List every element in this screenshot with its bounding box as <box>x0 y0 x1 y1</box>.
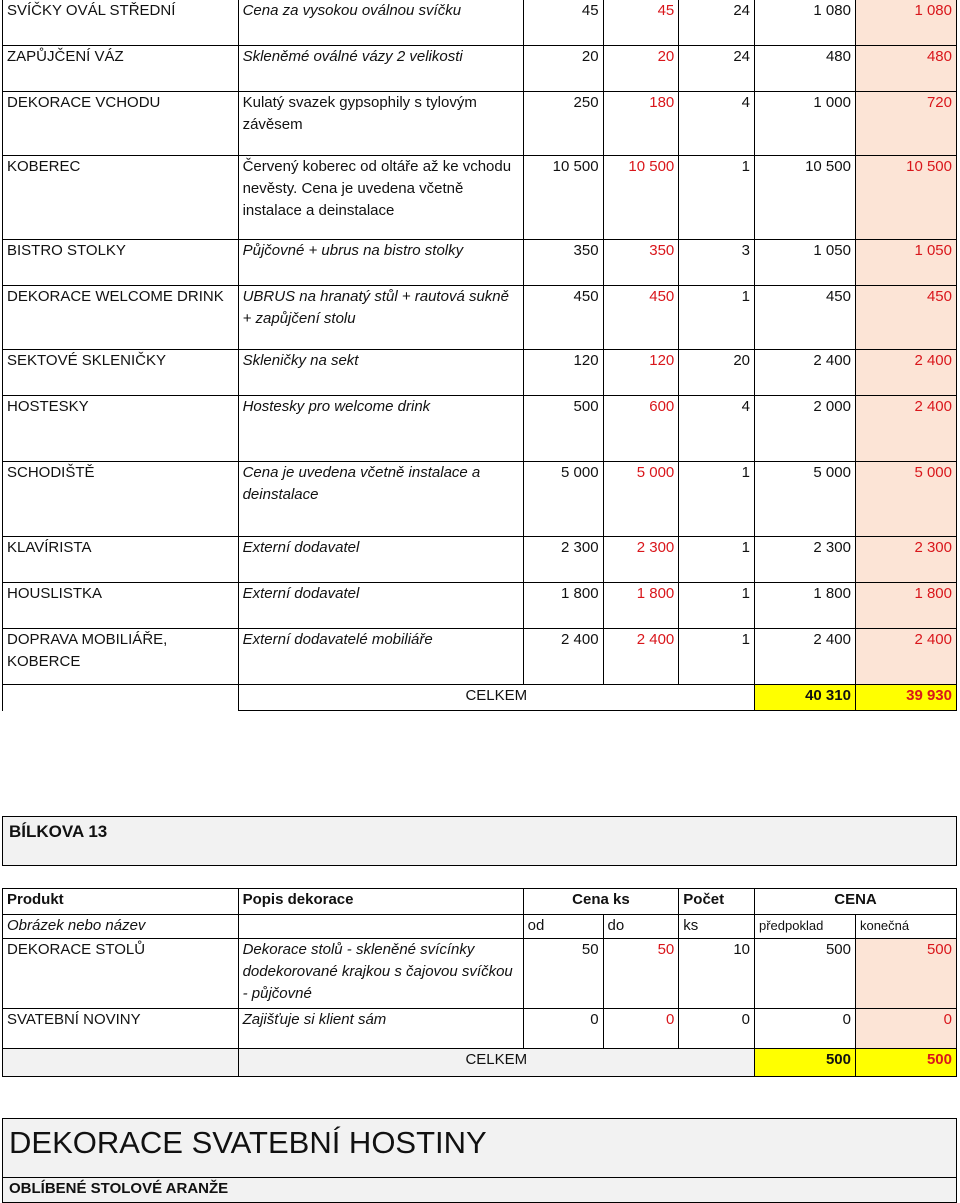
price-to: 180 <box>603 92 679 156</box>
total-estimated: 500 <box>755 1049 856 1077</box>
final-total: 500 <box>855 939 956 1009</box>
col-header-celkem: CENA <box>755 889 957 915</box>
subheader-predpoklad: předpoklad <box>755 915 856 939</box>
estimated-total: 2 400 <box>755 350 856 396</box>
final-total: 480 <box>855 46 956 92</box>
col-header-pocet: Počet <box>679 889 755 915</box>
table-row <box>3 629 957 685</box>
table-row <box>3 939 957 1009</box>
quantity: 1 <box>679 462 755 537</box>
subheader-blank <box>238 915 523 939</box>
estimated-total: 500 <box>755 939 856 1009</box>
product-name: SEKTOVÉ SKLENIČKY <box>3 350 239 396</box>
quantity: 1 <box>679 286 755 350</box>
product-description: UBRUS na hranatý stůl + rautová sukně + zapůjčení stolu <box>238 286 523 350</box>
product-description: Červený koberec od oltáře až ke vchodu nevěsty. Cena je uvedena včetně instalace a deinstalace <box>238 156 523 240</box>
quantity: 3 <box>679 240 755 286</box>
price-to: 50 <box>603 939 679 1009</box>
product-name: HOUSLISTKA <box>3 583 239 629</box>
product-name: DEKORACE WELCOME DRINK <box>3 286 239 350</box>
table-row <box>3 537 957 583</box>
table-header-row <box>3 889 957 915</box>
total-row <box>3 685 957 711</box>
table-row <box>3 286 957 350</box>
total-final: 500 <box>855 1049 956 1077</box>
product-name: SVÍČKY OVÁL STŘEDNÍ <box>3 0 239 46</box>
product-description: Skleničky na sekt <box>238 350 523 396</box>
final-total: 720 <box>855 92 956 156</box>
price-from: 5 000 <box>523 462 603 537</box>
price-from: 50 <box>523 939 603 1009</box>
price-to: 2 300 <box>603 537 679 583</box>
product-description: Hostesky pro welcome drink <box>238 396 523 462</box>
table-row <box>3 350 957 396</box>
price-to: 10 500 <box>603 156 679 240</box>
price-to: 350 <box>603 240 679 286</box>
product-description: Půjčovné + ubrus na bistro stolky <box>238 240 523 286</box>
price-to: 120 <box>603 350 679 396</box>
table-row <box>3 92 957 156</box>
estimated-total: 5 000 <box>755 462 856 537</box>
table-row <box>3 240 957 286</box>
product-name: BISTRO STOLKY <box>3 240 239 286</box>
total-label: CELKEM <box>238 1049 754 1077</box>
venue-title: BÍLKOVA 13 <box>9 822 108 841</box>
product-description: Externí dodavatelé mobiliáře <box>238 629 523 685</box>
price-from: 20 <box>523 46 603 92</box>
subheader-od: od <box>523 915 603 939</box>
quantity: 24 <box>679 0 755 46</box>
price-to: 600 <box>603 396 679 462</box>
product-name: SCHODIŠTĚ <box>3 462 239 537</box>
price-from: 250 <box>523 92 603 156</box>
table-row <box>3 462 957 537</box>
product-name: SVATEBNÍ NOVINY <box>3 1009 239 1049</box>
estimated-total: 480 <box>755 46 856 92</box>
quantity: 24 <box>679 46 755 92</box>
decor-price-table <box>2 0 957 711</box>
estimated-total: 450 <box>755 286 856 350</box>
price-to: 20 <box>603 46 679 92</box>
table-subheader-row <box>3 915 957 939</box>
product-name: DOPRAVA MOBILIÁŘE, KOBERCE <box>3 629 239 685</box>
total-row <box>3 1049 957 1077</box>
price-to: 0 <box>603 1009 679 1049</box>
product-name: ZAPŮJČENÍ VÁZ <box>3 46 239 92</box>
price-from: 2 300 <box>523 537 603 583</box>
estimated-total: 1 800 <box>755 583 856 629</box>
quantity: 0 <box>679 1009 755 1049</box>
price-from: 120 <box>523 350 603 396</box>
price-to: 45 <box>603 0 679 46</box>
banquet-subtitle-bar <box>2 1177 957 1203</box>
quantity: 1 <box>679 156 755 240</box>
table-row <box>3 583 957 629</box>
estimated-total: 2 300 <box>755 537 856 583</box>
table-row <box>3 156 957 240</box>
estimated-total: 1 000 <box>755 92 856 156</box>
price-from: 450 <box>523 286 603 350</box>
banquet-section-header <box>2 1118 957 1178</box>
price-from: 350 <box>523 240 603 286</box>
final-total: 2 400 <box>855 350 956 396</box>
final-total: 2 400 <box>855 629 956 685</box>
total-estimated: 40 310 <box>755 685 856 711</box>
banquet-subtitle: OBLÍBENÉ STOLOVÉ ARANŽE <box>9 1180 229 1197</box>
price-from: 45 <box>523 0 603 46</box>
col-header-popis: Popis dekorace <box>238 889 523 915</box>
product-description: Skleněmé oválné vázy 2 velikosti <box>238 46 523 92</box>
estimated-total: 2 400 <box>755 629 856 685</box>
price-from: 2 400 <box>523 629 603 685</box>
price-from: 500 <box>523 396 603 462</box>
product-name: KLAVÍRISTA <box>3 537 239 583</box>
final-total: 1 080 <box>855 0 956 46</box>
quantity: 1 <box>679 629 755 685</box>
quantity: 1 <box>679 537 755 583</box>
total-spacer <box>3 1049 239 1077</box>
product-description: Zajišťuje si klient sám <box>238 1009 523 1049</box>
total-spacer <box>3 685 239 711</box>
price-to: 450 <box>603 286 679 350</box>
venue-section-header <box>2 816 957 866</box>
product-name: KOBEREC <box>3 156 239 240</box>
final-total: 450 <box>855 286 956 350</box>
product-description: Dekorace stolů - skleněné svícínky dodekorované krajkou s čajovou svíčkou - půjčovné <box>238 939 523 1009</box>
product-name: HOSTESKY <box>3 396 239 462</box>
final-total: 2 300 <box>855 537 956 583</box>
price-from: 1 800 <box>523 583 603 629</box>
quantity: 4 <box>679 396 755 462</box>
estimated-total: 10 500 <box>755 156 856 240</box>
product-name: DEKORACE VCHODU <box>3 92 239 156</box>
col-header-produkt: Produkt <box>3 889 239 915</box>
table-row <box>3 0 957 46</box>
price-from: 10 500 <box>523 156 603 240</box>
product-description: Externí dodavatel <box>238 583 523 629</box>
product-description: Cena za vysokou oválnou svíčku <box>238 0 523 46</box>
final-total: 2 400 <box>855 396 956 462</box>
quantity: 1 <box>679 583 755 629</box>
product-description: Externí dodavatel <box>238 537 523 583</box>
venue-price-table <box>2 888 957 1077</box>
subheader-ks: ks <box>679 915 755 939</box>
final-total: 1 800 <box>855 583 956 629</box>
estimated-total: 1 050 <box>755 240 856 286</box>
final-total: 10 500 <box>855 156 956 240</box>
estimated-total: 2 000 <box>755 396 856 462</box>
price-to: 2 400 <box>603 629 679 685</box>
product-name: DEKORACE STOLŮ <box>3 939 239 1009</box>
quantity: 10 <box>679 939 755 1009</box>
subheader-konecna: konečná <box>855 915 956 939</box>
quantity: 20 <box>679 350 755 396</box>
price-from: 0 <box>523 1009 603 1049</box>
product-description: Cena je uvedena včetně instalace a deinstalace <box>238 462 523 537</box>
table-row <box>3 1009 957 1049</box>
estimated-total: 0 <box>755 1009 856 1049</box>
banquet-title: DEKORACE SVATEBNÍ HOSTINY <box>9 1125 487 1160</box>
quantity: 4 <box>679 92 755 156</box>
table-row <box>3 46 957 92</box>
final-total: 1 050 <box>855 240 956 286</box>
col-header-cena: Cena ks <box>523 889 679 915</box>
subheader-obrazek: Obrázek nebo název <box>3 915 239 939</box>
table-row <box>3 396 957 462</box>
final-total: 5 000 <box>855 462 956 537</box>
estimated-total: 1 080 <box>755 0 856 46</box>
price-to: 1 800 <box>603 583 679 629</box>
product-description: Kulatý svazek gypsophily s tylovým závěsem <box>238 92 523 156</box>
total-label: CELKEM <box>238 685 754 711</box>
total-final: 39 930 <box>855 685 956 711</box>
subheader-do: do <box>603 915 679 939</box>
price-to: 5 000 <box>603 462 679 537</box>
final-total: 0 <box>855 1009 956 1049</box>
